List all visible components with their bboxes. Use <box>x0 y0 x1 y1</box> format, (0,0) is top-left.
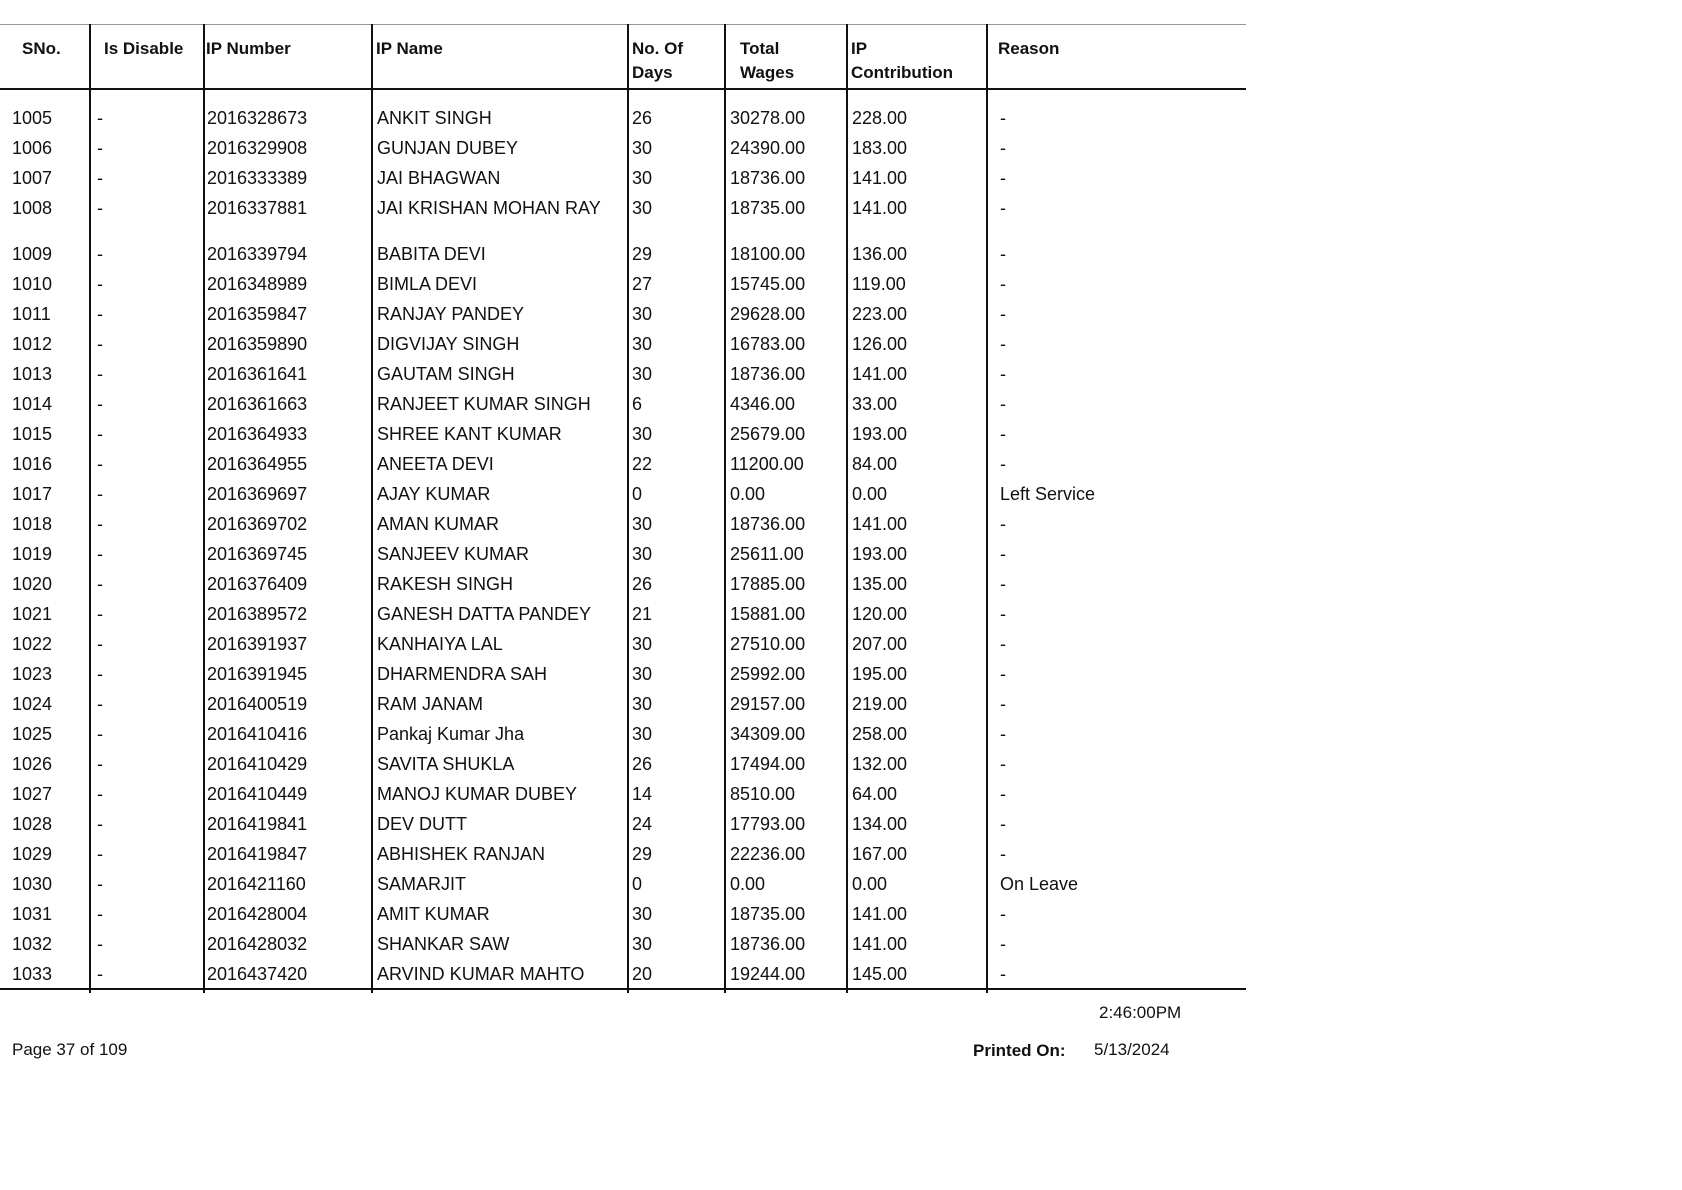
table-cell: 135.00 <box>852 574 908 594</box>
table-cell: - <box>1000 904 1006 924</box>
printed-on-date: 5/13/2024 <box>1094 1040 1170 1059</box>
table-cell: 2016369697 <box>207 484 308 504</box>
table-cell: 1017 <box>12 484 53 504</box>
table-cell: 2016328673 <box>207 108 308 128</box>
table-cell: - <box>1000 574 1006 594</box>
table-cell: 258.00 <box>852 724 908 744</box>
table-cell: - <box>97 634 103 654</box>
table-cell: 1015 <box>12 424 53 444</box>
table-cell: 1018 <box>12 514 53 534</box>
table-cell: 26 <box>632 108 653 128</box>
table-cell: 22236.00 <box>730 844 806 864</box>
table-cell: 195.00 <box>852 664 908 684</box>
table-cell: - <box>97 394 103 414</box>
table-cell: 1012 <box>12 334 53 354</box>
table-cell: 29628.00 <box>730 304 806 324</box>
table-cell: MANOJ KUMAR DUBEY <box>377 784 578 804</box>
table-cell: 30 <box>632 364 653 384</box>
table-cell: 84.00 <box>852 454 898 474</box>
table-cell: DIGVIJAY SINGH <box>377 334 520 354</box>
table-cell: 6 <box>632 394 643 414</box>
table-cell: BABITA DEVI <box>377 244 486 264</box>
table-cell: 1014 <box>12 394 53 414</box>
table-cell: - <box>1000 454 1006 474</box>
table-cell: GUNJAN DUBEY <box>377 138 519 158</box>
table-cell: - <box>97 364 103 384</box>
col-header-sno: SNo. <box>22 39 61 58</box>
table-cell: 1005 <box>12 108 53 128</box>
table-cell: 1020 <box>12 574 53 594</box>
table-cell: On Leave <box>1000 874 1079 894</box>
table-cell: 30 <box>632 934 653 954</box>
column-divider <box>986 24 988 993</box>
table-cell: - <box>1000 244 1006 264</box>
table-cell: 1033 <box>12 964 53 984</box>
table-cell: - <box>1000 664 1006 684</box>
table-cell: SAMARJIT <box>377 874 467 894</box>
table-cell: 17885.00 <box>730 574 806 594</box>
table-cell: 207.00 <box>852 634 908 654</box>
table-cell: - <box>97 484 103 504</box>
column-divider <box>371 24 373 993</box>
table-cell: - <box>97 724 103 744</box>
table-cell: Left Service <box>1000 484 1096 504</box>
table-cell: 1011 <box>12 304 51 324</box>
table-cell: 30278.00 <box>730 108 806 128</box>
table-cell: 2016400519 <box>207 694 308 714</box>
table-cell: 25611.00 <box>730 544 804 564</box>
table-cell: 0 <box>632 874 643 894</box>
table-cell: 0.00 <box>730 484 766 504</box>
table-cell: 228.00 <box>852 108 908 128</box>
table-cell: 30 <box>632 198 653 218</box>
table-cell: 30 <box>632 424 653 444</box>
table-cell: 29 <box>632 244 653 264</box>
table-cell: 120.00 <box>852 604 908 624</box>
table-cell: 30 <box>632 544 653 564</box>
table-cell: - <box>97 664 103 684</box>
table-cell: 2016337881 <box>207 198 308 218</box>
table-cell: 30 <box>632 514 653 534</box>
table-cell: - <box>1000 634 1006 654</box>
column-divider <box>724 24 726 993</box>
table-cell: 1006 <box>12 138 53 158</box>
table-cell: RANJEET KUMAR SINGH <box>377 394 591 414</box>
table-cell: 145.00 <box>852 964 908 984</box>
table-cell: GANESH DATTA PANDEY <box>377 604 592 624</box>
table-cell: 1029 <box>12 844 53 864</box>
column-divider <box>203 24 205 993</box>
table-cell: 25679.00 <box>730 424 806 444</box>
table-cell: - <box>1000 724 1006 744</box>
table-cell: 2016391937 <box>207 634 308 654</box>
table-cell: - <box>97 168 103 188</box>
table-cell: 223.00 <box>852 304 908 324</box>
table-cell: 33.00 <box>852 394 898 414</box>
table-cell: 2016410429 <box>207 754 308 774</box>
table-cell: 4346.00 <box>730 394 796 414</box>
table-cell: 2016419841 <box>207 814 308 834</box>
col-header-days: No. Of Days <box>632 39 683 82</box>
table-cell: 2016361641 <box>207 364 308 384</box>
table-cell: 2016389572 <box>207 604 308 624</box>
table-cell: 17793.00 <box>730 814 806 834</box>
table-cell: Pankaj Kumar Jha <box>377 724 525 744</box>
table-cell: 2016369702 <box>207 514 308 534</box>
table-header <box>0 24 1246 90</box>
table-cell: - <box>1000 514 1006 534</box>
table-cell: AJAY KUMAR <box>377 484 491 504</box>
table-cell: 119.00 <box>852 274 906 294</box>
table-cell: 193.00 <box>852 424 908 444</box>
table-cell: - <box>97 424 103 444</box>
table-cell: 1024 <box>12 694 53 714</box>
table-cell: 24 <box>632 814 653 834</box>
column-divider <box>846 24 848 993</box>
table-cell: - <box>1000 108 1006 128</box>
table-cell: 30 <box>632 904 653 924</box>
table-cell: ANEETA DEVI <box>377 454 494 474</box>
table-cell: 30 <box>632 694 653 714</box>
table-cell: - <box>97 964 103 984</box>
table-cell: 1032 <box>12 934 53 954</box>
table-cell: - <box>1000 334 1006 354</box>
table-cell: 15881.00 <box>730 604 806 624</box>
table-cell: DHARMENDRA SAH <box>377 664 548 684</box>
table-cell: 2016333389 <box>207 168 308 188</box>
table-cell: - <box>97 574 103 594</box>
table-cell: - <box>1000 814 1006 834</box>
table-cell: 64.00 <box>852 784 898 804</box>
table-cell: - <box>97 814 103 834</box>
table-cell: 1023 <box>12 664 53 684</box>
table-cell: 16783.00 <box>730 334 806 354</box>
table-cell: 193.00 <box>852 544 908 564</box>
table-cell: 26 <box>632 574 653 594</box>
table-cell: 30 <box>632 304 653 324</box>
col-header-ip-contribution: IP Contribution <box>851 39 953 82</box>
table-cell: 2016364933 <box>207 424 308 444</box>
table-cell: SHANKAR SAW <box>377 934 510 954</box>
table-cell: - <box>1000 604 1006 624</box>
table-cell: RAM JANAM <box>377 694 484 714</box>
table-cell: 8510.00 <box>730 784 796 804</box>
col-header-total-wages: Total Wages <box>740 39 795 82</box>
table-cell: 2016369745 <box>207 544 308 564</box>
table-cell: 0 <box>632 484 643 504</box>
table-cell: - <box>1000 934 1006 954</box>
table-cell: 2016364955 <box>207 454 308 474</box>
table-cell: 1010 <box>12 274 53 294</box>
column-divider <box>627 24 629 993</box>
table-cell: 2016339794 <box>207 244 308 264</box>
table-cell: 30 <box>632 138 653 158</box>
table-cell: - <box>97 334 103 354</box>
table-cell: 1016 <box>12 454 53 474</box>
table-cell: ANKIT SINGH <box>377 108 492 128</box>
table-cell: - <box>1000 304 1006 324</box>
table-cell: 2016391945 <box>207 664 308 684</box>
table-cell: - <box>1000 274 1006 294</box>
table-cell: 2016428032 <box>207 934 308 954</box>
table-cell: - <box>97 784 103 804</box>
table-cell: SANJEEV KUMAR <box>377 544 530 564</box>
table-cell: 183.00 <box>852 138 908 158</box>
table-cell: 20 <box>632 964 653 984</box>
table-cell: 18736.00 <box>730 514 806 534</box>
table-cell: 2016437420 <box>207 964 308 984</box>
table-cell: 2016421160 <box>207 874 306 894</box>
table-cell: - <box>1000 844 1006 864</box>
table-cell: 18735.00 <box>730 904 806 924</box>
table-cell: BIMLA DEVI <box>377 274 478 294</box>
table-cell: - <box>97 874 103 894</box>
table-cell: 2016376409 <box>207 574 308 594</box>
table-cell: 1026 <box>12 754 53 774</box>
table-cell: - <box>97 844 103 864</box>
table-cell: 167.00 <box>852 844 908 864</box>
print-time: 2:46:00PM <box>1099 1003 1182 1022</box>
table-cell: - <box>1000 964 1006 984</box>
table-cell: 141.00 <box>852 934 908 954</box>
table-cell: - <box>1000 784 1006 804</box>
table-cell: 34309.00 <box>730 724 806 744</box>
table-cell: 1008 <box>12 198 53 218</box>
table-cell: - <box>97 108 103 128</box>
table-cell: - <box>97 244 103 264</box>
table-cell: - <box>97 514 103 534</box>
col-header-ip-name: IP Name <box>376 39 443 58</box>
table-cell: RAKESH SINGH <box>377 574 514 594</box>
table-cell: 2016361663 <box>207 394 308 414</box>
table-cell: 17494.00 <box>730 754 806 774</box>
table-cell: 26 <box>632 754 653 774</box>
table-cell: 2016419847 <box>207 844 308 864</box>
table-cell: 25992.00 <box>730 664 806 684</box>
table-cell: - <box>97 604 103 624</box>
printed-on-label: Printed On: <box>973 1041 1066 1060</box>
table-cell: - <box>1000 198 1006 218</box>
page-number: Page 37 of 109 <box>12 1040 128 1059</box>
table-cell: 132.00 <box>852 754 908 774</box>
table-cell: 2016410449 <box>207 784 308 804</box>
table-cell: 219.00 <box>852 694 908 714</box>
table-cell: RANJAY PANDEY <box>377 304 525 324</box>
table-cell: SHREE KANT KUMAR <box>377 424 562 444</box>
table-cell: 1019 <box>12 544 53 564</box>
table-cell: 15745.00 <box>730 274 806 294</box>
table-cell: 136.00 <box>852 244 908 264</box>
table-cell: - <box>1000 754 1006 774</box>
table-cell: AMIT KUMAR <box>377 904 490 924</box>
table-cell: - <box>97 934 103 954</box>
table-cell: - <box>1000 694 1006 714</box>
table-cell: 2016329908 <box>207 138 308 158</box>
table-cell: 30 <box>632 724 653 744</box>
table-cell: 11200.00 <box>730 454 804 474</box>
table-cell: - <box>1000 168 1006 188</box>
col-header-is-disable: Is Disable <box>104 39 184 58</box>
table-cell: 1025 <box>12 724 53 744</box>
table-cell: 1022 <box>12 634 53 654</box>
table-cell: JAI KRISHAN MOHAN RAY <box>377 198 601 218</box>
table-cell: - <box>97 138 103 158</box>
table-cell: 134.00 <box>852 814 908 834</box>
table-cell: AMAN KUMAR <box>377 514 500 534</box>
column-divider <box>89 24 91 993</box>
table-cell: - <box>97 198 103 218</box>
table-cell: 141.00 <box>852 364 908 384</box>
table-cell: SAVITA SHUKLA <box>377 754 515 774</box>
table-cell: - <box>1000 544 1006 564</box>
table-cell: - <box>1000 394 1006 414</box>
table-cell: 30 <box>632 664 653 684</box>
table-cell: 1021 <box>12 604 53 624</box>
table-cell: ABHISHEK RANJAN <box>377 844 546 864</box>
table-cell: 1030 <box>12 874 53 894</box>
table-cell: - <box>1000 364 1006 384</box>
table-cell: - <box>97 754 103 774</box>
table-cell: 18736.00 <box>730 168 806 188</box>
table-cell: - <box>97 544 103 564</box>
table-cell: 141.00 <box>852 198 908 218</box>
table-cell: 21 <box>632 604 653 624</box>
table-cell: 2016359890 <box>207 334 308 354</box>
table-cell: 2016410416 <box>207 724 308 744</box>
table-cell: GAUTAM SINGH <box>377 364 515 384</box>
table-cell: 30 <box>632 168 653 188</box>
table-cell: - <box>1000 138 1006 158</box>
table-cell: 141.00 <box>852 514 908 534</box>
table-cell: DEV DUTT <box>377 814 467 834</box>
table-cell: - <box>97 454 103 474</box>
table-cell: JAI BHAGWAN <box>377 168 501 188</box>
table-cell: 14 <box>632 784 653 804</box>
table-cell: 18100.00 <box>730 244 806 264</box>
table-bottom-rule <box>0 988 1246 990</box>
table-cell: 2016359847 <box>207 304 308 324</box>
table-cell: 1009 <box>12 244 53 264</box>
table-cell: 1028 <box>12 814 53 834</box>
table-cell: 18736.00 <box>730 934 806 954</box>
table-cell: 27 <box>632 274 653 294</box>
table-cell: 1027 <box>12 784 53 804</box>
table-cell: 18736.00 <box>730 364 806 384</box>
table-cell: 126.00 <box>852 334 908 354</box>
table-cell: 141.00 <box>852 904 908 924</box>
table-cell: 30 <box>632 634 653 654</box>
col-header-reason: Reason <box>998 39 1060 58</box>
table-cell: - <box>97 304 103 324</box>
table-cell: - <box>1000 424 1006 444</box>
table-cell: 0.00 <box>852 874 888 894</box>
table-cell: 141.00 <box>852 168 908 188</box>
table-cell: 24390.00 <box>730 138 806 158</box>
table-cell: 19244.00 <box>730 964 806 984</box>
table-cell: 2016428004 <box>207 904 308 924</box>
table-cell: 22 <box>632 454 653 474</box>
table-cell: 27510.00 <box>730 634 806 654</box>
table-cell: 1013 <box>12 364 53 384</box>
table-cell: 1007 <box>12 168 53 188</box>
table-cell: 29157.00 <box>730 694 806 714</box>
table-cell: 30 <box>632 334 653 354</box>
table-cell: 29 <box>632 844 653 864</box>
table-cell: 2016348989 <box>207 274 308 294</box>
col-header-ip-number: IP Number <box>206 39 291 58</box>
table-cell: 18735.00 <box>730 198 806 218</box>
table-cell: - <box>97 904 103 924</box>
table-cell: 1031 <box>12 904 53 924</box>
table-cell: 0.00 <box>852 484 888 504</box>
table-cell: 0.00 <box>730 874 766 894</box>
table-cell: - <box>97 694 103 714</box>
table-cell: - <box>97 274 103 294</box>
table-cell: KANHAIYA LAL <box>377 634 503 654</box>
table-cell: ARVIND KUMAR MAHTO <box>377 964 585 984</box>
